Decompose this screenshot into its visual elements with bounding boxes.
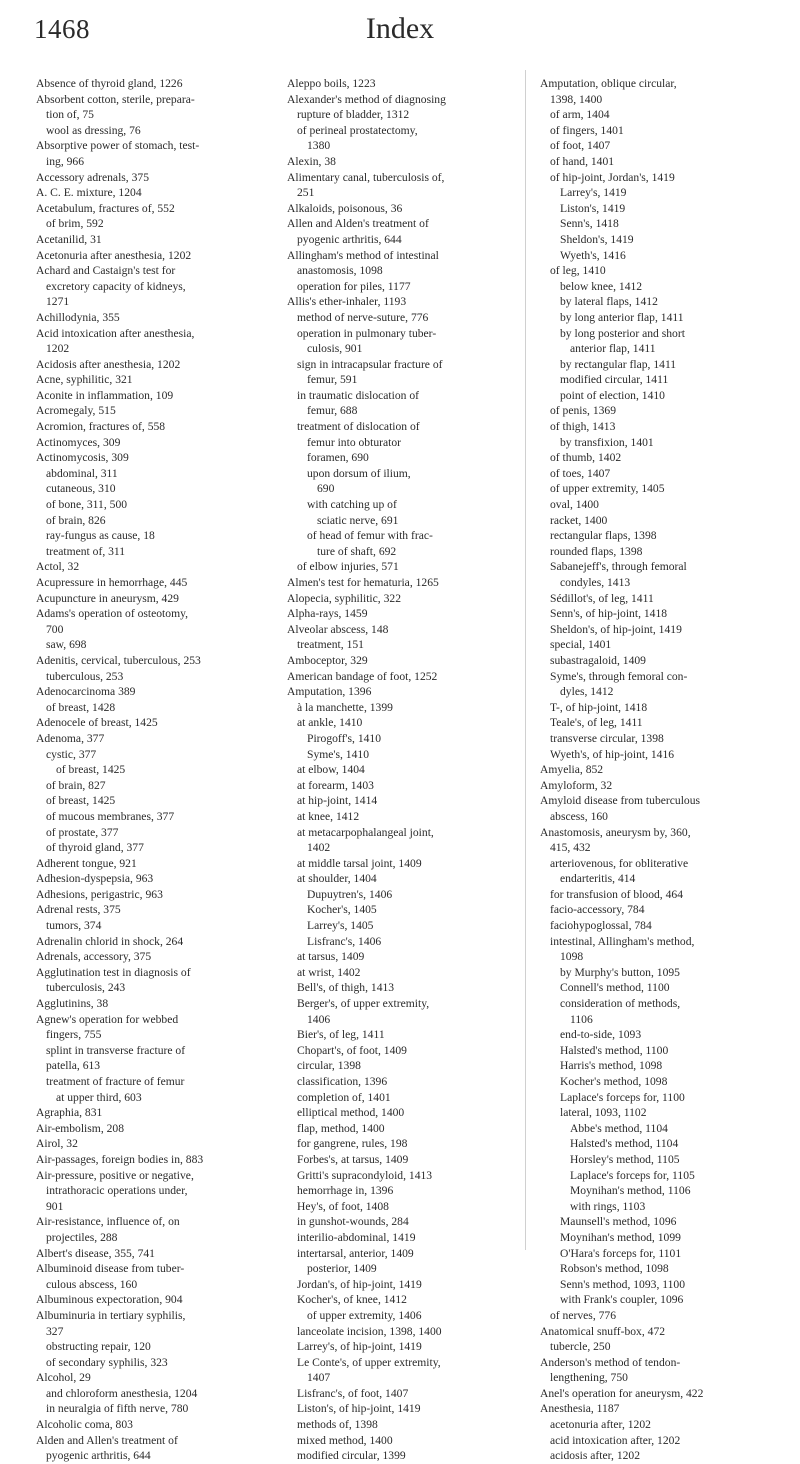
index-entry: Alveolar abscess, 148: [287, 622, 389, 636]
index-entry: American bandage of foot, 1252: [287, 669, 438, 683]
index-entry: at tarsus, 1409: [297, 950, 365, 964]
index-entry: Acromegaly, 515: [36, 404, 116, 418]
index-entry: treatment, 151: [297, 638, 364, 652]
index-entry: Bell's, of thigh, 1413: [297, 981, 395, 995]
index-entry: ture of shaft, 692: [317, 544, 397, 558]
index-entry: 1407: [307, 1371, 331, 1385]
index-entry: Absorbent cotton, sterile, prepara-: [36, 92, 195, 106]
index-entry: Gritti's supracondyloid, 1413: [297, 1168, 433, 1182]
index-entry: of arm, 1404: [550, 108, 610, 122]
index-entry: Acupressure in hemorrhage, 445: [36, 576, 188, 589]
index-entry: special, 1401: [550, 638, 612, 652]
index-entry: Adhesions, perigastric, 963: [36, 887, 163, 901]
index-entry: Absence of thyroid gland, 1226: [36, 77, 183, 90]
index-entry: 415, 432: [550, 841, 591, 855]
index-entry: modified circular, 1411: [560, 373, 669, 387]
index-entry: 1106: [570, 1012, 593, 1026]
index-entry: condyles, 1413: [560, 576, 631, 589]
index-entry: Forbes's, at tarsus, 1409: [297, 1152, 409, 1166]
index-column-2: [287, 76, 509, 1464]
index-entry: ray-fungus as cause, 18: [46, 529, 155, 543]
index-entry: Actinomycosis, 309: [36, 451, 129, 465]
index-entry: abscess, 160: [550, 809, 608, 823]
index-entry: hemorrhage in, 1396: [297, 1184, 394, 1198]
index-entry: with catching up of: [307, 498, 397, 512]
index-entry: of thumb, 1402: [550, 451, 622, 465]
index-entry: interilio-abdominal, 1419: [297, 1230, 416, 1244]
index-entry: at upper third, 603: [56, 1090, 142, 1104]
index-entry: of breast, 1425: [46, 794, 116, 808]
index-entry: of breast, 1425: [56, 763, 126, 777]
index-entry: Amyloform, 32: [540, 778, 613, 792]
index-entry: Acetabulum, fractures of, 552: [36, 201, 175, 215]
index-entry: methods of, 1398: [297, 1418, 378, 1432]
index-entry: Alden and Allen's treatment of: [36, 1433, 178, 1447]
index-entry: Acetanilid, 31: [36, 232, 102, 246]
index-entry: Adenoma, 377: [36, 731, 105, 745]
index-entry: 1406: [307, 1012, 331, 1026]
index-entry: Aconite in inflammation, 109: [36, 388, 174, 402]
index-entry: Sédillot's, of leg, 1411: [550, 591, 654, 605]
index-entry: Lisfranc's, of foot, 1407: [297, 1386, 409, 1400]
index-entry: of bone, 311, 500: [46, 498, 128, 512]
index-entry: Alopecia, syphilitic, 322: [287, 591, 401, 605]
index-entry: Adenocele of breast, 1425: [36, 716, 158, 730]
index-entry: at ankle, 1410: [297, 716, 363, 730]
index-entry: Anastomosis, aneurysm by, 360,: [540, 825, 691, 839]
index-entry: Air-pressure, positive or negative,: [36, 1168, 194, 1182]
index-entry: of hip-joint, Jordan's, 1419: [550, 170, 675, 184]
index-entry: abdominal, 311: [46, 466, 118, 480]
index-entry: Agglutinins, 38: [36, 997, 109, 1011]
index-entry: fingers, 755: [46, 1028, 102, 1042]
index-entry: treatment of fracture of femur: [46, 1075, 185, 1088]
index-entry: Sheldon's, 1419: [560, 232, 634, 246]
index-entry: dyles, 1412: [560, 685, 614, 699]
index-entry: Anderson's method of tendon-: [540, 1355, 681, 1369]
index-entry: Kocher's method, 1098: [560, 1075, 668, 1088]
index-entry: Pirogoff's, 1410: [307, 731, 382, 745]
index-entry: Liston's, 1419: [560, 201, 626, 215]
index-entry: Accessory adrenals, 375: [36, 170, 149, 184]
index-entry: transverse circular, 1398: [550, 731, 664, 745]
index-entry: elliptical method, 1400: [297, 1106, 405, 1120]
index-entry: acid intoxication after, 1202: [550, 1433, 681, 1447]
index-entry: consideration of methods,: [560, 997, 681, 1011]
index-entry: Amputation, oblique circular,: [540, 77, 677, 90]
index-entry: Anel's operation for aneurysm, 422: [540, 1386, 704, 1400]
index-entry: Senn's, 1418: [560, 217, 619, 231]
index-entry: at elbow, 1404: [297, 763, 365, 777]
index-entry: Horsley's method, 1105: [570, 1152, 680, 1166]
index-entry: Acromion, fractures of, 558: [36, 420, 166, 434]
index-entry: tion of, 75: [46, 108, 94, 122]
index-entry: Acne, syphilitic, 321: [36, 373, 133, 387]
index-entry: by long posterior and short: [560, 326, 685, 340]
index-entry: Acetonuria after anesthesia, 1202: [36, 248, 192, 262]
index-entry: Chopart's, of foot, 1409: [297, 1043, 407, 1057]
index-entry: in traumatic dislocation of: [297, 388, 420, 402]
index-entry: at hip-joint, 1414: [297, 794, 378, 808]
index-entry: Lisfranc's, 1406: [307, 934, 382, 948]
index-entry: at metacarpophalangeal joint,: [297, 825, 434, 839]
index-entry: Amboceptor, 329: [287, 653, 368, 667]
index-entry: treatment of dislocation of: [297, 420, 420, 434]
index-entry: 327: [46, 1324, 64, 1338]
index-entry: endarteritis, 414: [560, 872, 636, 886]
index-entry: Adenitis, cervical, tuberculous, 253: [36, 653, 201, 667]
index-entry: at wrist, 1402: [297, 965, 361, 979]
index-entry: at middle tarsal joint, 1409: [297, 856, 422, 870]
index-entry: Berger's, of upper extremity,: [297, 997, 430, 1011]
index-entry: at knee, 1412: [297, 809, 360, 823]
index-entry: tumors, 374: [46, 919, 102, 933]
index-entry: Adrenal rests, 375: [36, 903, 121, 917]
index-entry: Adams's operation of osteotomy,: [36, 607, 189, 621]
index-entry: Le Conte's, of upper extremity,: [297, 1355, 441, 1369]
index-entry: Albuminuria in tertiary syphilis,: [36, 1308, 186, 1322]
index-entry: of fingers, 1401: [550, 123, 624, 137]
index-entry: of upper extremity, 1406: [307, 1308, 422, 1322]
index-entry: Alcohol, 29: [36, 1371, 91, 1385]
index-entry: Acupuncture in aneurysm, 429: [36, 591, 179, 605]
index-entry: of hand, 1401: [550, 154, 615, 168]
index-entry: foramen, 690: [307, 451, 369, 465]
index-entry: intrathoracic operations under,: [46, 1184, 188, 1198]
index-entry: cutaneous, 310: [46, 482, 116, 496]
index-entry: Connell's method, 1100: [560, 981, 670, 995]
index-entry: Achard and Castaign's test for: [36, 264, 176, 278]
index-entry: rounded flaps, 1398: [550, 544, 643, 558]
index-entry: subastragaloid, 1409: [550, 653, 646, 667]
index-entry: 1271: [46, 295, 70, 309]
index-entry: with rings, 1103: [570, 1199, 646, 1213]
index-entry: Allingham's method of intestinal: [287, 248, 439, 262]
index-entry: 1202: [46, 342, 70, 356]
index-entry: tuberculosis, 243: [46, 981, 126, 995]
index-entry: racket, 1400: [550, 513, 608, 527]
index-entry: Agraphia, 831: [36, 1106, 103, 1120]
index-entry: femur, 688: [307, 404, 358, 418]
index-entry: flap, method, 1400: [297, 1121, 385, 1135]
index-entry: 1398, 1400: [550, 92, 603, 106]
index-entry: Alcoholic coma, 803: [36, 1418, 133, 1432]
index-entry: by rectangular flap, 1411: [560, 357, 677, 371]
index-entry: Senn's, of hip-joint, 1418: [550, 607, 668, 621]
index-entry: at shoulder, 1404: [297, 872, 377, 886]
index-entry: Larrey's, 1419: [560, 186, 627, 200]
index-entry: Aleppo boils, 1223: [287, 77, 376, 90]
index-entry: lanceolate incision, 1398, 1400: [297, 1324, 442, 1338]
index-entry: Acid intoxication after anesthesia,: [36, 326, 195, 340]
index-entry: Teale's, of leg, 1411: [550, 716, 643, 730]
index-entry: of elbow injuries, 571: [297, 560, 399, 574]
index-entry: Dupuytren's, 1406: [307, 887, 393, 901]
index-entry: Albert's disease, 355, 741: [36, 1246, 155, 1260]
index-entry: oval, 1400: [550, 498, 599, 512]
index-entry: of penis, 1369: [550, 404, 617, 418]
index-entry: Moynihan's method, 1099: [560, 1230, 681, 1244]
index-entry: Larrey's, 1405: [307, 919, 374, 933]
index-entry: Alimentary canal, tuberculosis of,: [287, 170, 445, 184]
index-entry: Hey's, of foot, 1408: [297, 1199, 389, 1213]
index-entry: tuberculous, 253: [46, 669, 124, 683]
index-entry: Achillodynia, 355: [36, 310, 120, 324]
index-entry: for transfusion of blood, 464: [550, 887, 683, 901]
index-column-1: [36, 76, 254, 1464]
index-entry: patella, 613: [46, 1059, 101, 1073]
index-entry: anterior flap, 1411: [570, 342, 656, 356]
index-entry: of brain, 826: [46, 513, 106, 527]
index-entry: cystic, 377: [46, 747, 97, 761]
index-entry: Air-embolism, 208: [36, 1121, 125, 1135]
column-divider: [525, 70, 526, 1250]
index-entry: Actol, 32: [36, 560, 80, 574]
index-entry: of head of femur with frac-: [307, 529, 433, 543]
index-entry: 1402: [307, 841, 331, 855]
index-entry: Adrenals, accessory, 375: [36, 950, 152, 964]
index-entry: Sheldon's, of hip-joint, 1419: [550, 622, 682, 636]
index-entry: intertarsal, anterior, 1409: [297, 1246, 414, 1260]
index-entry: at forearm, 1403: [297, 778, 374, 792]
index-entry: Actinomyces, 309: [36, 435, 121, 449]
index-entry: Abbe's method, 1104: [570, 1121, 668, 1135]
page-number: 1468: [34, 14, 90, 44]
index-entry: operation for piles, 1177: [297, 279, 411, 293]
index-entry: culosis, 901: [307, 342, 363, 356]
index-entry: by Murphy's button, 1095: [560, 965, 680, 979]
index-entry: with Frank's coupler, 1096: [560, 1293, 684, 1307]
index-entry: Air-resistance, influence of, on: [36, 1215, 180, 1229]
index-entry: culous abscess, 160: [46, 1277, 138, 1291]
index-entry: Harris's method, 1098: [560, 1059, 663, 1073]
index-entry: for gangrene, rules, 198: [297, 1137, 408, 1151]
index-entry: method of nerve-suture, 776: [297, 310, 429, 324]
index-entry: of brim, 592: [46, 217, 104, 231]
index-entry: by transfixion, 1401: [560, 435, 654, 449]
index-entry: Acidosis after anesthesia, 1202: [36, 357, 181, 371]
index-entry: faciohypoglossal, 784: [550, 919, 652, 933]
index-entry: splint in transverse fracture of: [46, 1043, 186, 1057]
index-entry: Albuminous expectoration, 904: [36, 1293, 183, 1307]
index-entry: 1098: [560, 950, 584, 964]
index-entry: arteriovenous, for obliterative: [550, 856, 689, 870]
index-entry: sign in intracapsular fracture of: [297, 357, 443, 371]
index-entry: 700: [46, 622, 64, 636]
index-entry: Amyelia, 852: [540, 763, 604, 777]
index-entry: of mucous membranes, 377: [46, 809, 175, 823]
index-entry: Kocher's, 1405: [307, 903, 377, 917]
index-entry: Anesthesia, 1187: [540, 1402, 620, 1416]
index-entry: projectiles, 288: [46, 1230, 118, 1244]
index-entry: Robson's method, 1098: [560, 1262, 669, 1276]
index-entry: Anatomical snuff-box, 472: [540, 1324, 666, 1338]
index-entry: Allis's ether-inhaler, 1193: [287, 295, 407, 309]
index-entry: of thyroid gland, 377: [46, 841, 144, 855]
index-entry: Bier's, of leg, 1411: [297, 1028, 385, 1042]
index-entry: Air-passages, foreign bodies in, 883: [36, 1152, 204, 1166]
index-entry: by lateral flaps, 1412: [560, 295, 658, 309]
index-entry: Agnew's operation for webbed: [36, 1012, 179, 1026]
index-entry: circular, 1398: [297, 1059, 361, 1073]
index-entry: excretory capacity of kidneys,: [46, 279, 186, 293]
index-entry: acetonuria after, 1202: [550, 1418, 651, 1432]
index-entry: Absorptive power of stomach, test-: [36, 139, 200, 153]
index-entry: 901: [46, 1199, 64, 1213]
index-entry: Jordan's, of hip-joint, 1419: [297, 1277, 422, 1291]
index-entry: Wyeth's, of hip-joint, 1416: [550, 747, 675, 761]
index-entry: Agglutination test in diagnosis of: [36, 965, 191, 979]
index-entry: Adhesion-dyspepsia, 963: [36, 872, 154, 886]
index-entry: Halsted's method, 1100: [560, 1043, 669, 1057]
index-entry: saw, 698: [46, 638, 87, 652]
index-entry: lengthening, 750: [550, 1371, 628, 1385]
index-entry: femur, 591: [307, 373, 358, 387]
index-entry: Amyloid disease from tuberculous: [540, 794, 701, 808]
index-entry: of prostate, 377: [46, 825, 119, 839]
index-entry: of nerves, 776: [550, 1308, 617, 1322]
index-entry: Kocher's, of knee, 1412: [297, 1293, 407, 1307]
index-entry: Adrenalin chlorid in shock, 264: [36, 934, 184, 948]
index-entry: mixed method, 1400: [297, 1433, 393, 1447]
index-entry: Laplace's forceps for, 1105: [570, 1168, 695, 1182]
index-entry: operation in pulmonary tuber-: [297, 326, 437, 340]
index-entry: Alexander's method of diagnosing: [287, 92, 446, 106]
index-entry: Sabanejeff's, through femoral: [550, 560, 687, 574]
index-entry: Syme's, 1410: [307, 747, 369, 761]
index-entry: in neuralgia of fifth nerve, 780: [46, 1402, 189, 1416]
index-entry: of breast, 1428: [46, 700, 116, 714]
index-entry: of leg, 1410: [550, 264, 606, 278]
index-entry: Albuminoid disease from tuber-: [36, 1262, 185, 1276]
index-entry: of upper extremity, 1405: [550, 482, 665, 496]
index-entry: wool as dressing, 76: [46, 123, 141, 137]
index-entry: Maunsell's method, 1096: [560, 1215, 677, 1229]
index-entry: obstructing repair, 120: [46, 1340, 151, 1354]
index-entry: acidosis after, 1202: [550, 1449, 641, 1463]
index-entry: Alexin, 38: [287, 154, 336, 168]
index-entry: pyogenic arthritis, 644: [46, 1449, 151, 1463]
index-entry: by long anterior flap, 1411: [560, 310, 684, 324]
index-entry: Halsted's method, 1104: [570, 1137, 679, 1151]
index-entry: below knee, 1412: [560, 279, 643, 293]
index-entry: Alkaloids, poisonous, 36: [287, 201, 403, 215]
index-entry: T-, of hip-joint, 1418: [550, 700, 648, 714]
index-column-3: [540, 76, 772, 1464]
index-entry: of secondary syphilis, 323: [46, 1355, 168, 1369]
index-entry: posterior, 1409: [307, 1262, 377, 1276]
index-entry: 1380: [307, 139, 331, 153]
index-entry: 251: [297, 186, 315, 200]
index-entry: 690: [317, 482, 335, 496]
index-entry: Adherent tongue, 921: [36, 856, 137, 870]
index-entry: in gunshot-wounds, 284: [297, 1215, 409, 1229]
index-entry: Almen's test for hematuria, 1265: [287, 576, 439, 589]
page-title: Index: [365, 12, 435, 45]
index-entry: upon dorsum of ilium,: [307, 466, 411, 480]
index-entry: Allen and Alden's treatment of: [287, 217, 429, 231]
index-entry: rectangular flaps, 1398: [550, 529, 657, 543]
index-entry: point of election, 1410: [560, 388, 665, 402]
index-entry: Syme's, through femoral con-: [550, 669, 688, 683]
index-entry: of thigh, 1413: [550, 420, 616, 434]
index-entry: and chloroform anesthesia, 1204: [46, 1386, 198, 1400]
index-entry: sciatic nerve, 691: [317, 513, 399, 527]
index-entry: Alpha-rays, 1459: [287, 607, 368, 621]
index-entry: Larrey's, of hip-joint, 1419: [297, 1340, 422, 1354]
index-entry: treatment of, 311: [46, 544, 126, 558]
index-entry: à la manchette, 1399: [297, 700, 393, 714]
index-entry: rupture of bladder, 1312: [297, 108, 410, 122]
index-entry: of toes, 1407: [550, 466, 611, 480]
index-entry: Laplace's forceps for, 1100: [560, 1090, 685, 1104]
index-entry: facio-accessory, 784: [550, 903, 645, 917]
index-entry: of perineal prostatectomy,: [297, 123, 418, 137]
index-entry: end-to-side, 1093: [560, 1028, 642, 1042]
index-entry: of brain, 827: [46, 778, 106, 792]
index-entry: classification, 1396: [297, 1075, 388, 1088]
index-entry: Moynihan's method, 1106: [570, 1184, 691, 1198]
index-entry: Adenocarcinoma 389: [36, 685, 136, 699]
index-entry: Senn's method, 1093, 1100: [560, 1277, 686, 1291]
index-entry: Liston's, of hip-joint, 1419: [297, 1402, 421, 1416]
index-entry: A. C. E. mixture, 1204: [36, 186, 142, 200]
index-entry: modified circular, 1399: [297, 1449, 406, 1463]
index-entry: O'Hara's forceps for, 1101: [560, 1246, 682, 1260]
index-entry: pyogenic arthritis, 644: [297, 232, 402, 246]
index-entry: Airol, 32: [36, 1137, 78, 1151]
index-entry: tubercle, 250: [550, 1340, 611, 1354]
index-entry: completion of, 1401: [297, 1090, 391, 1104]
index-entry: ing, 966: [46, 154, 85, 168]
index-entry: Amputation, 1396: [287, 685, 372, 699]
index-entry: Wyeth's, 1416: [560, 248, 626, 262]
index-entry: lateral, 1093, 1102: [560, 1106, 647, 1120]
index-entry: anastomosis, 1098: [297, 264, 383, 278]
index-entry: intestinal, Allingham's method,: [550, 934, 695, 948]
index-entry: femur into obturator: [307, 435, 402, 449]
index-entry: of foot, 1407: [550, 139, 611, 153]
